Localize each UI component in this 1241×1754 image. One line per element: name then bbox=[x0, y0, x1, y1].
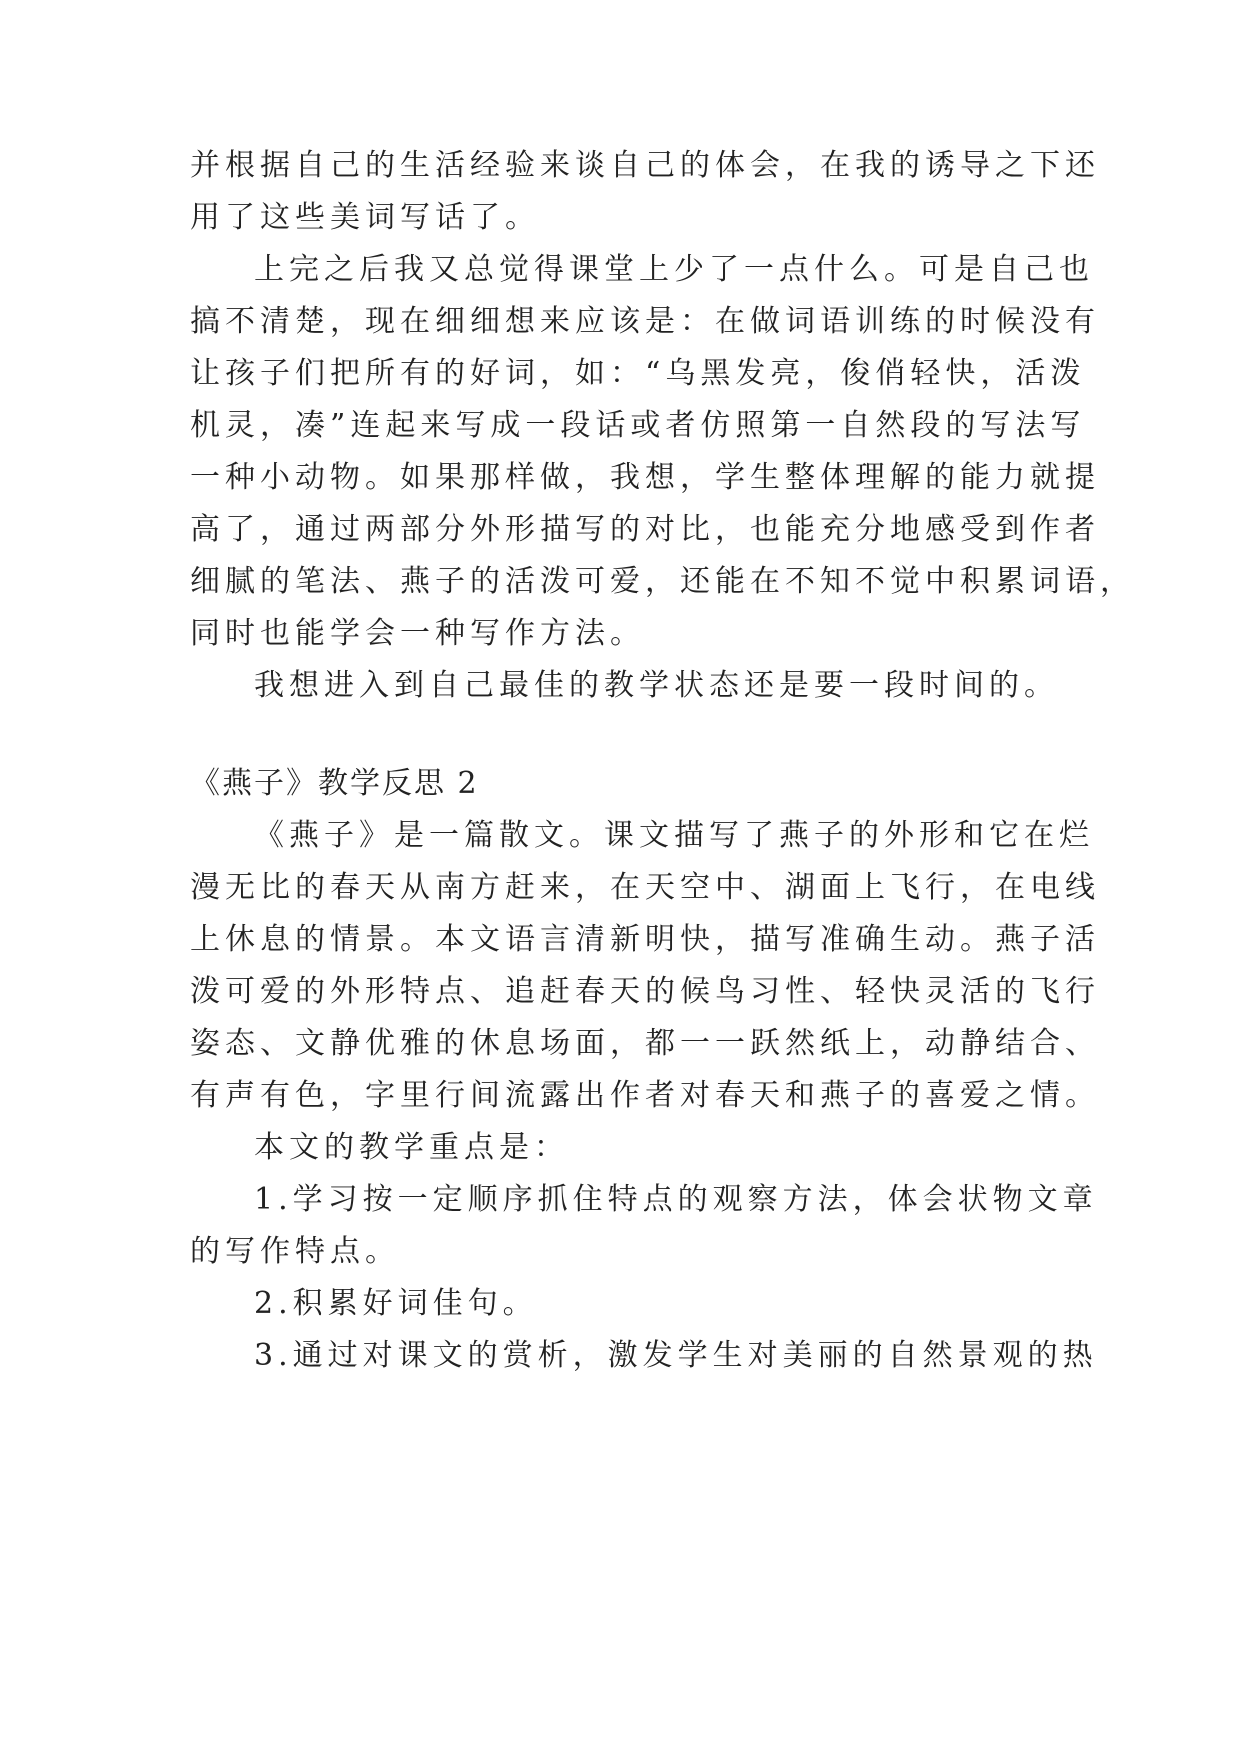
paragraph-line: 让孩子们把所有的好词，如：“乌黑发亮，俊俏轻快，活泼 bbox=[190, 356, 1086, 391]
paragraph-line: 《燕子》是一篇散文。课文描写了燕子的外形和它在烂 bbox=[254, 818, 1094, 853]
paragraph-line: 并根据自己的生活经验来谈自己的体会，在我的诱导之下还 bbox=[190, 148, 1100, 183]
paragraph-line: 我想进入到自己最佳的教学状态还是要一段时间的。 bbox=[254, 668, 1059, 703]
paragraph-line: 姿态、文静优雅的休息场面，都一一跃然纸上，动静结合、 bbox=[190, 1026, 1100, 1061]
paragraph-line: 一种小动物。如果那样做，我想，学生整体理解的能力就提 bbox=[190, 460, 1100, 495]
paragraph-line: 漫无比的春天从南方赶来，在天空中、湖面上飞行，在电线 bbox=[190, 870, 1100, 905]
paragraph-line: 高了，通过两部分外形描写的对比，也能充分地感受到作者 bbox=[190, 512, 1100, 547]
focus-item: 1.学习按一定顺序抓住特点的观察方法，体会状物文章 bbox=[254, 1182, 1098, 1217]
paragraph-line: 用了这些美词写话了。 bbox=[190, 200, 540, 235]
paragraph-line: 有声有色，字里行间流露出作者对春天和燕子的喜爱之情。 bbox=[190, 1078, 1100, 1113]
focus-item-continuation: 的写作特点。 bbox=[190, 1234, 400, 1269]
focus-item: 3.通过对课文的赏析，激发学生对美丽的自然景观的热 bbox=[254, 1338, 1098, 1373]
paragraph-line: 泼可爱的外形特点、追赶春天的候鸟习性、轻快灵活的飞行 bbox=[190, 974, 1100, 1009]
focus-item: 2.积累好词佳句。 bbox=[254, 1286, 538, 1321]
paragraph-line: 上完之后我又总觉得课堂上少了一点什么。可是自己也 bbox=[254, 252, 1094, 287]
paragraph-line: 上休息的情景。本文语言清新明快，描写准确生动。燕子活 bbox=[190, 922, 1100, 957]
paragraph-line: 细腻的笔法、燕子的活泼可爱，还能在不知不觉中积累词语， bbox=[190, 564, 1135, 599]
paragraph-line: 机灵，凑”连起来写成一段话或者仿照第一自然段的写法写 bbox=[190, 408, 1086, 443]
paragraph-line: 同时也能学会一种写作方法。 bbox=[190, 616, 645, 651]
document-page bbox=[190, 0, 1135, 1754]
focus-intro: 本文的教学重点是： bbox=[254, 1130, 569, 1165]
section-heading: 《燕子》教学反思 2 bbox=[190, 766, 479, 801]
paragraph-line: 搞不清楚，现在细细想来应该是：在做词语训练的时候没有 bbox=[190, 304, 1100, 339]
